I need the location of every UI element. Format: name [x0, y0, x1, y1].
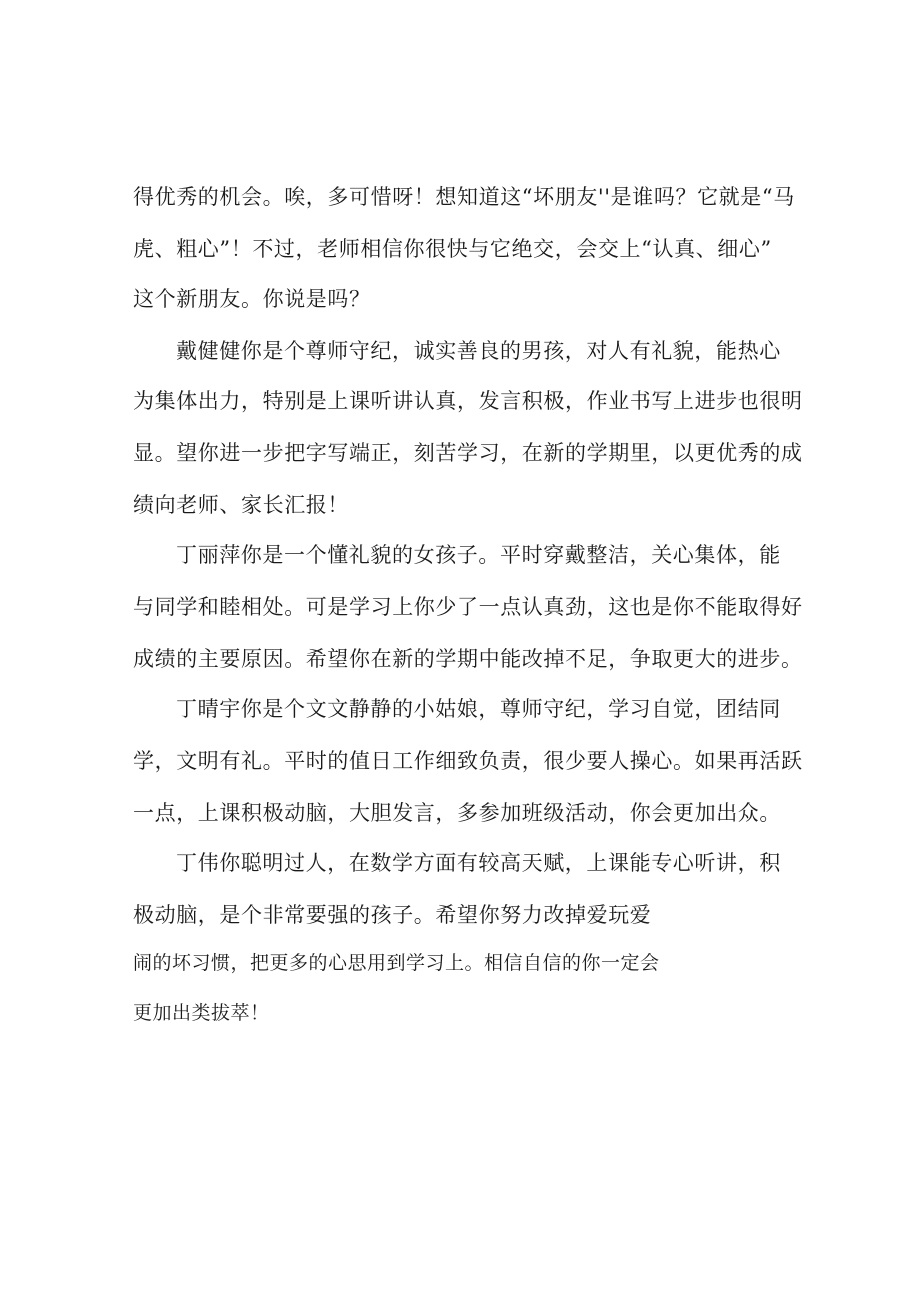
text-line: 一点，上课积极动脑，大胆发言，多参加班级活动，你会更加出众。: [133, 801, 781, 825]
text-line: 为集体出力，特别是上课听讲认真，发言积极，作业书写上进步也很明: [133, 389, 803, 413]
text-line: 虎、粗心”！不过，老师相信你很快与它绝交，会交上“认真、细心”: [133, 237, 772, 261]
text-line: 学，文明有礼。平时的值日工作细致负责，很少要人操心。如果再活跃: [133, 749, 803, 773]
text-line: 绩向老师、家长汇报！: [133, 493, 349, 517]
text-line: 更加出类拔萃！: [133, 1002, 270, 1024]
text-line: 丁晴宇你是个文文静静的小姑娘，尊师守纪，学习自觉，团结同: [176, 697, 781, 721]
text-line: 丁伟你聪明过人，在数学方面有较高天赋，上课能专心听讲，积: [176, 851, 781, 875]
text-line: 这个新朋友。你说是吗？: [133, 287, 371, 311]
text-line: 极动脑，是个非常要强的孩子。希望你努力改掉爱玩爱: [133, 903, 652, 927]
text-line: 丁丽萍你是一个懂礼貌的女孩子。平时穿戴整洁，关心集体，能: [176, 543, 781, 567]
text-line: 与同学和睦相处。可是学习上你少了一点认真劲，这也是你不能取得好: [133, 595, 803, 619]
text-line: 闹的坏习惯，把更多的心思用到学习上。相信自信的你一定会: [133, 952, 660, 974]
text-line: 戴健健你是个尊师守纪，诚实善良的男孩，对人有礼貌，能热心: [176, 339, 781, 363]
text-line: 显。望你进一步把字写端正，刻苦学习，在新的学期里，以更优秀的成: [133, 441, 803, 465]
text-line: 成绩的主要原因。希望你在新的学期中能改掉不足，争取更大的进步。: [133, 647, 803, 671]
text-line: 得优秀的机会。唉，多可惜呀！想知道这“坏朋友''是谁吗？它就是“马: [133, 185, 795, 209]
